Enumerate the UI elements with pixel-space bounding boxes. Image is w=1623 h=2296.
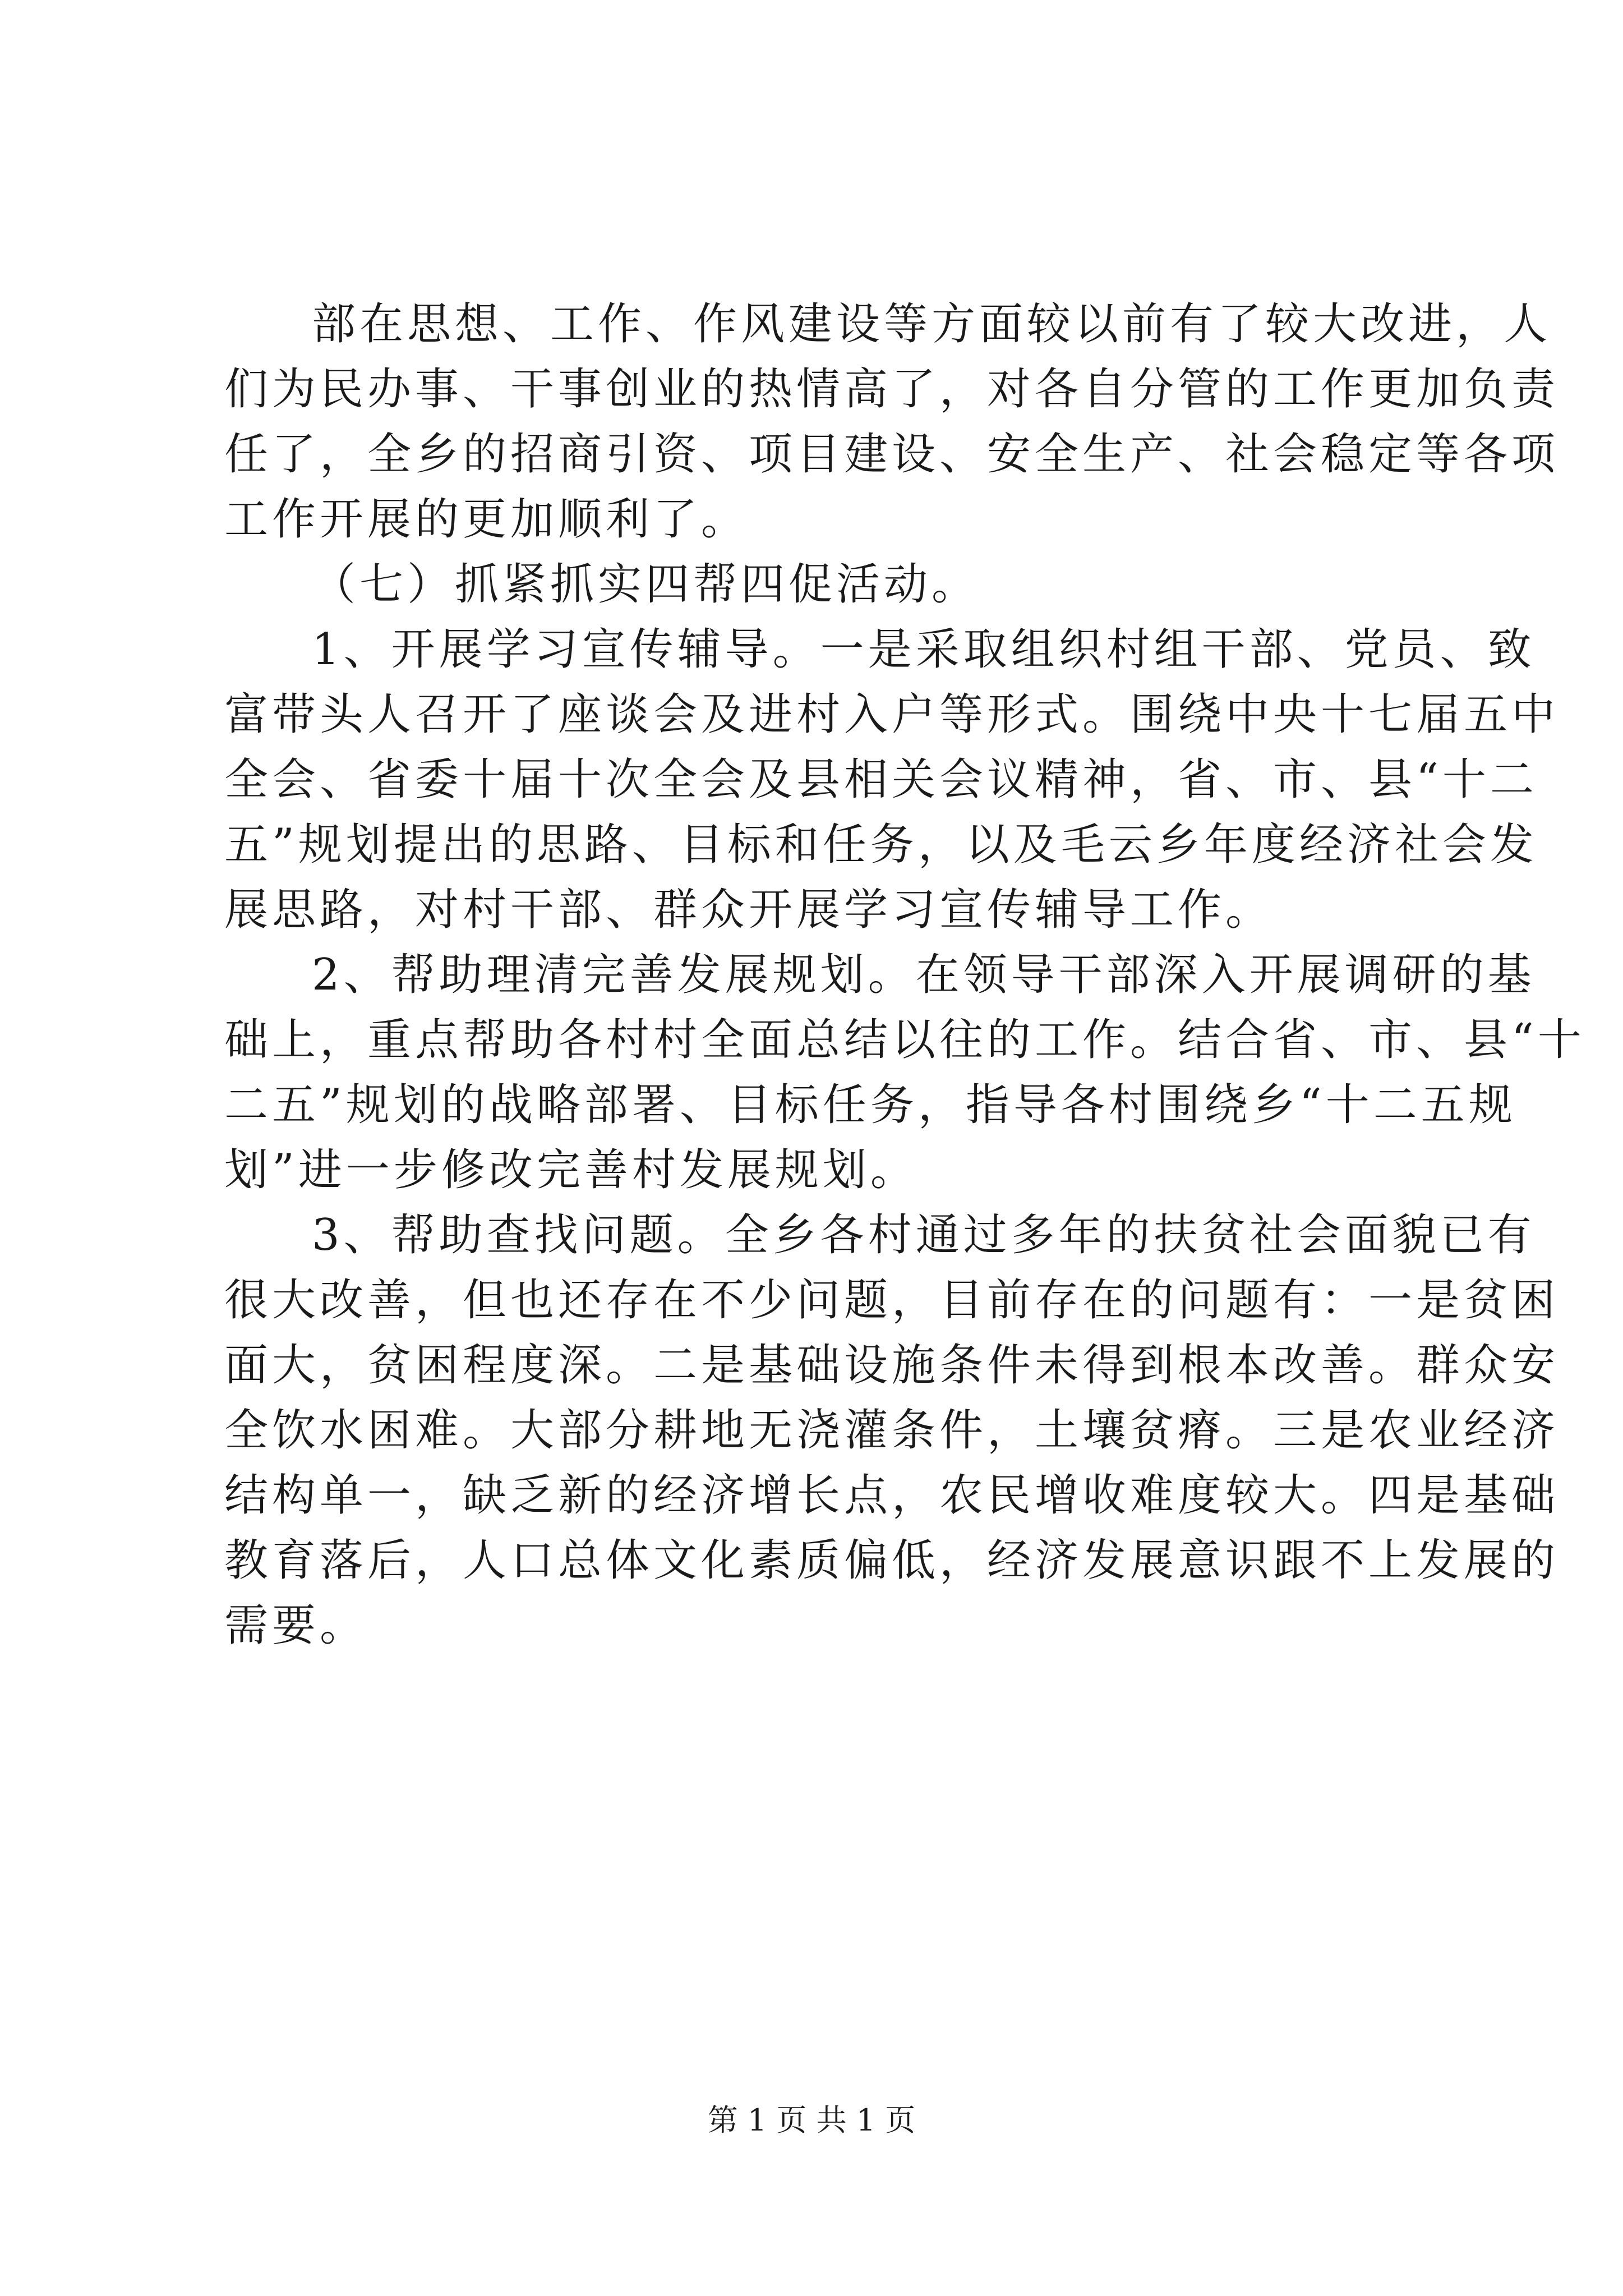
text-line: 划”进一步修改完善村发展规划。	[224, 1145, 918, 1195]
text-line: 们为民办事、干事创业的热情高了，对各自分管的工作更加负责	[224, 364, 1560, 415]
text-line: 3、帮助查找问题。全乡各村通过多年的扶贫社会面貌已有	[312, 1210, 1536, 1260]
text-line: 二五”规划的战略部署、目标任务，指导各村围绕乡“十二五规	[224, 1080, 1516, 1130]
text-line: （七）抓紧抓实四帮四促活动。	[312, 559, 980, 610]
text-line: 1、开展学习宣传辅导。一是采取组织村组干部、党员、致	[312, 624, 1536, 675]
text-line: 五”规划提出的思路、目标和任务，以及毛云乡年度经济社会发	[224, 820, 1538, 870]
text-line: 结构单一，缺乏新的经济增长点，农民增收难度较大。四是基础	[224, 1470, 1560, 1521]
paragraph	[224, 617, 1560, 942]
text-line: 全饮水困难。大部分耕地无浇灌条件，土壤贫瘠。三是农业经济	[224, 1405, 1560, 1456]
paragraph	[224, 1203, 1560, 1658]
text-line: 工作开展的更加顺利了。	[224, 494, 749, 545]
text-line: 任了，全乡的招商引资、项目建设、安全生产、社会稳定等各项	[224, 429, 1560, 480]
text-line: 教育落后，人口总体文化素质偏低，经济发展意识跟不上发展的	[224, 1535, 1560, 1586]
text-line: 需要。	[224, 1600, 368, 1651]
text-line: 很大改善，但也还存在不少问题，目前存在的问题有：一是贫困	[224, 1275, 1560, 1326]
text-line: 展思路，对村干部、群众开展学习宣传辅导工作。	[224, 885, 1274, 935]
text-line: 富带头人召开了座谈会及进村入户等形式。围绕中央十七届五中	[224, 689, 1560, 740]
page-number-footer: 第 1 页 共 1 页	[707, 2102, 916, 2138]
document-body	[224, 292, 1585, 1658]
paragraph	[224, 552, 1396, 617]
text-line: 2、帮助理清完善发展规划。在领导干部深入开展调研的基	[312, 950, 1536, 1000]
text-line: 础上，重点帮助各村村全面总结以往的工作。结合省、市、县“十	[224, 1015, 1585, 1065]
text-line: 全会、省委十届十次全会及县相关会议精神，省、市、县“十二	[224, 754, 1538, 805]
text-line: 部在思想、工作、作风建设等方面较以前有了较大改进，人	[312, 299, 1552, 349]
paragraph	[224, 942, 1585, 1203]
paragraph	[224, 292, 1560, 552]
text-line: 面大，贫困程度深。二是基础设施条件未得到根本改善。群众安	[224, 1340, 1560, 1391]
